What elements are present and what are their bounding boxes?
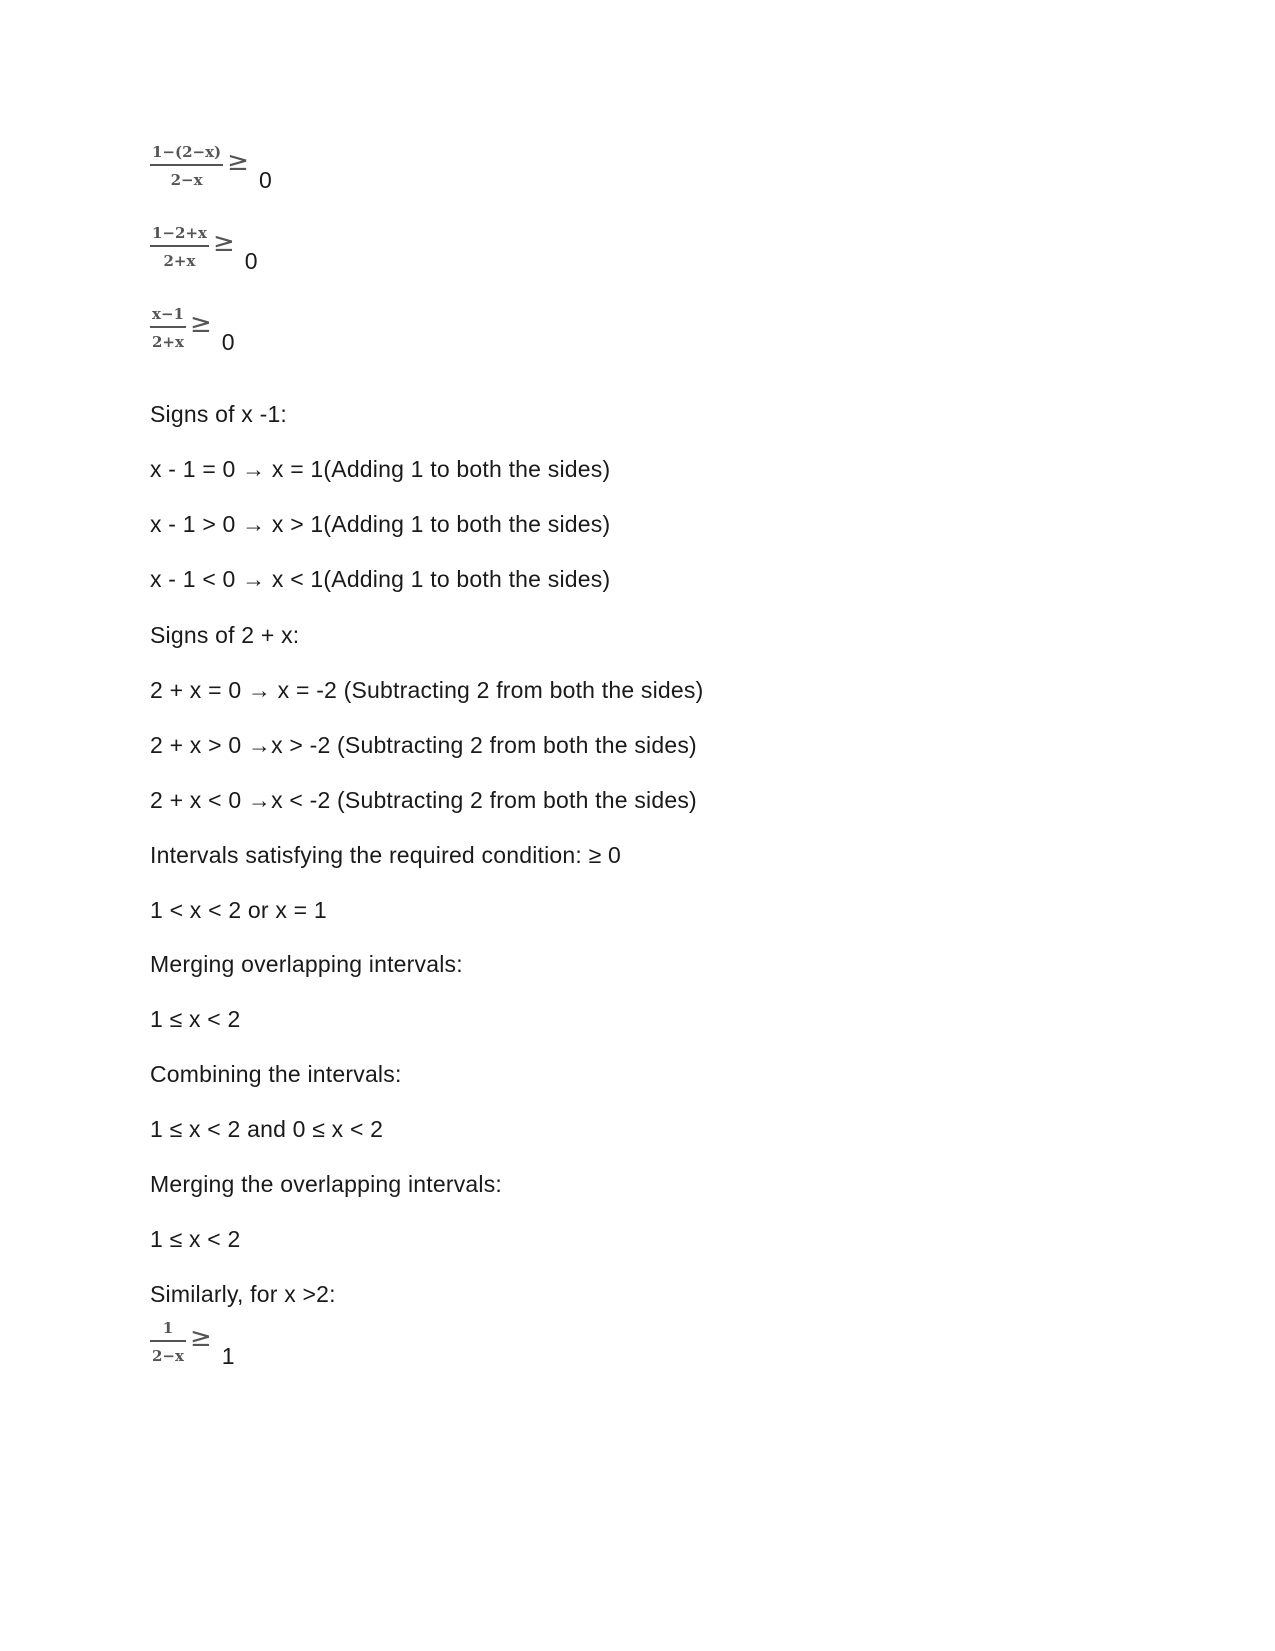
fraction-bar xyxy=(150,164,223,166)
numerator: 1−(2−x) xyxy=(152,143,222,161)
inequality-final xyxy=(150,1319,235,1369)
text-line: 1 < x < 2 or x = 1 xyxy=(150,897,327,923)
inequality-2 xyxy=(150,224,258,274)
denominator: 2+x xyxy=(163,252,196,270)
fraction-bar xyxy=(150,245,209,247)
text-line: 1 ≤ x < 2 xyxy=(150,1226,241,1252)
text-line: 2 + x < 0 →x < -2 (Subtracting 2 from both the sides) xyxy=(150,787,697,813)
text-line: Combining the intervals: xyxy=(150,1061,402,1087)
denominator: 2−x xyxy=(152,1347,184,1365)
numerator: 1 xyxy=(162,1319,174,1337)
text-line: 1 ≤ x < 2 and 0 ≤ x < 2 xyxy=(150,1116,384,1142)
text-line: Merging overlapping intervals: xyxy=(150,951,463,977)
text-line: 2 + x > 0 →x > -2 (Subtracting 2 from both the sides) xyxy=(150,732,697,758)
relation-symbol: ≥ xyxy=(189,309,212,339)
relation-symbol: ≥ xyxy=(212,228,235,258)
relation-symbol: ≥ xyxy=(227,147,249,177)
text-line: 2 + x = 0 → x = -2 (Subtracting 2 from both the sides) xyxy=(150,677,704,703)
fraction-bar xyxy=(150,326,186,328)
text-line: x - 1 > 0 → x > 1(Adding 1 to both the sides) xyxy=(150,511,611,537)
fraction-bar xyxy=(150,1340,186,1342)
fraction xyxy=(150,224,209,270)
text-line: Signs of x -1: xyxy=(150,401,288,427)
denominator: 2+x xyxy=(152,333,184,351)
text-line: 1 ≤ x < 2 xyxy=(150,1006,241,1032)
numerator: x−1 xyxy=(152,305,184,323)
text-line: x - 1 < 0 → x < 1(Adding 1 to both the sides) xyxy=(150,566,611,592)
text-line: Merging the overlapping intervals: xyxy=(150,1171,502,1197)
denominator: 2−x xyxy=(170,171,203,189)
text-line: Similarly, for x >2: xyxy=(150,1281,336,1307)
text-line: Intervals satisfying the required condition: ≥ 0 xyxy=(150,842,621,868)
relation-symbol: ≥ xyxy=(189,1323,212,1353)
text-line: Signs of 2 + x: xyxy=(150,622,300,648)
inequality-1 xyxy=(150,143,272,193)
right-hand-side: 0 xyxy=(258,167,272,193)
numerator: 1−2+x xyxy=(152,224,207,242)
right-hand-side: 0 xyxy=(221,329,235,355)
inequality-3 xyxy=(150,305,235,355)
fraction xyxy=(150,1319,186,1365)
text-line: x - 1 = 0 → x = 1(Adding 1 to both the sides) xyxy=(150,456,611,482)
right-hand-side: 0 xyxy=(244,248,258,274)
fraction xyxy=(150,143,223,189)
fraction xyxy=(150,305,186,351)
right-hand-side: 1 xyxy=(221,1343,235,1369)
